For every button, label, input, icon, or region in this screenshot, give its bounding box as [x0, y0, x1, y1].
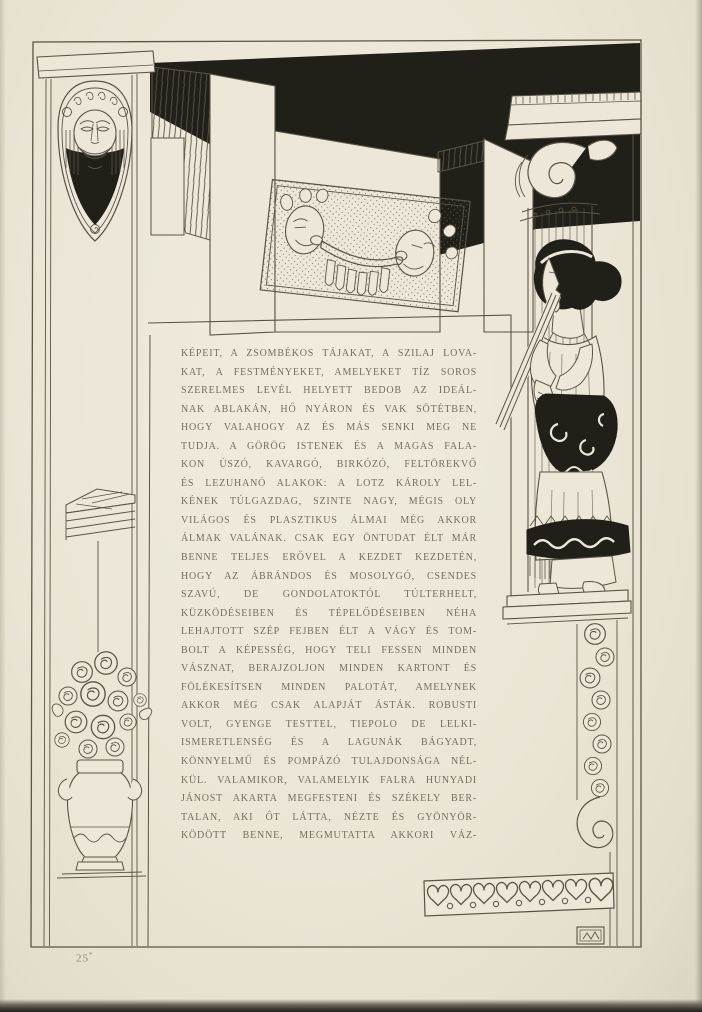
- text-line: KON ÚSZÓ, KAVARGÓ, BIRKÓZÓ, FELTÖREKVŐ: [181, 459, 477, 471]
- text-line: SZERELMES LEVÉL HELYETT BEDOB AZ IDEÁL-: [181, 385, 477, 397]
- page-edge-shadow-right: [695, 0, 702, 1012]
- page-edge-shadow-left: [0, 0, 6, 1012]
- text-line: KÜZKÖDÉSEIBEN ÉS TÉPELŐDÉSEIBEN NÉHA: [181, 607, 477, 619]
- console-pedestal: [66, 489, 135, 652]
- text-line: BOLT A KÉPESSÉG, HOGY TELI FESSEN MINDEN: [181, 644, 477, 656]
- text-line: ÉS LEZUHANÓ ALAKOK: A LOTZ KÁROLY LEL-: [181, 477, 477, 489]
- text-line: VILÁGOS ÉS PLASZTIKUS ÁLMAI MÉG AKKOR: [181, 514, 477, 526]
- text-line: HOGY VALAHOGY AZ ÉS MÁS SENKI MEG NE: [181, 422, 477, 434]
- page-edge-shadow-bottom: [0, 999, 702, 1012]
- text-line: TALAN, AKI ŐT LÁTTA, NÉZTE ÉS GYÖNYÖR-: [181, 811, 477, 823]
- text-line: VÁSZNAT, BERAJZOLJON MINDEN KARTONT ÉS: [181, 663, 477, 675]
- horn-blowing-grotesques-frieze: [260, 180, 470, 312]
- text-line: KAT, A FESTMÉNYEKET, AMELYEKET TÍZ SOROS: [181, 366, 477, 378]
- text-line: KÖNNYELMŰ ÉS POMPÁZÓ TULAJDONSÁGA NÉL-: [181, 756, 477, 768]
- text-line: BENNE TELJES ERŐVEL A KEZDET KEZDETÉN,: [181, 552, 477, 564]
- text-line: FÖLÉKESÍTSEN MINDEN PALOTÁT, AMELYNEK: [181, 681, 477, 693]
- text-line: VOLT, GYENGE TESTTEL, TIEPOLO DE LELKI-: [181, 718, 477, 730]
- text-line: NAK ABLAKÁN, HŐ NYÁRON ÉS VAK SÖTÉTBEN,: [181, 403, 477, 415]
- text-line: HOGY AZ ÁBRÁNDOS ÉS MOSOLYGÓ, CSENDES: [181, 570, 477, 582]
- text-line: SZAVÚ, DE GONDOLATOKTÓL TÚLTERHELT,: [181, 589, 477, 601]
- text-line: TUDJA. A GÖRÖG ISTENEK ÉS A MAGAS FALA-: [181, 440, 477, 452]
- smiling-mask-cartouche: [58, 81, 132, 241]
- text-line: AKKOR MÉG CSAK ALAPJÁT ÁSTÁK. ROBUSTI: [181, 700, 477, 712]
- text-line: KÜL. VALAMIKOR, VALAMELYIK FALRA HUNYADI: [181, 774, 477, 786]
- text-line: ISMERETLENSÉG ÉS A LAGUNÁK BÁGYADT,: [181, 737, 477, 749]
- text-line: ÁLMAK VALÁNAK. CSAK EGY ÖNTUDAT ÉLT MÁR: [181, 533, 477, 545]
- artist-monogram: [577, 927, 604, 944]
- body-text: [181, 345, 477, 846]
- text-line: LEHAJTOTT SZÉP FEJBEN ÉLT A VÁGY ÉS TOM-: [181, 626, 477, 638]
- signature-mark: 25*: [76, 951, 94, 965]
- rose-garland-scroll: [577, 624, 614, 848]
- text-line: KÉPEIT, A ZSOMBÉKOS TÁJAKAT, A SZILAJ LOVA-: [181, 348, 477, 359]
- text-line: KÉNEK TÚLGAZDAG, SZINTE NAGY, MÉGIS OLY: [181, 496, 477, 508]
- text-line: KÖDÖTT BENNE, MEGMUTATTA AKKORI VÁZ-: [181, 830, 477, 842]
- heart-ornament-band: [424, 873, 614, 916]
- text-line: JÁNOST AKARTA MEGFESTENI ÉS SZÉKELY BER-: [181, 793, 477, 805]
